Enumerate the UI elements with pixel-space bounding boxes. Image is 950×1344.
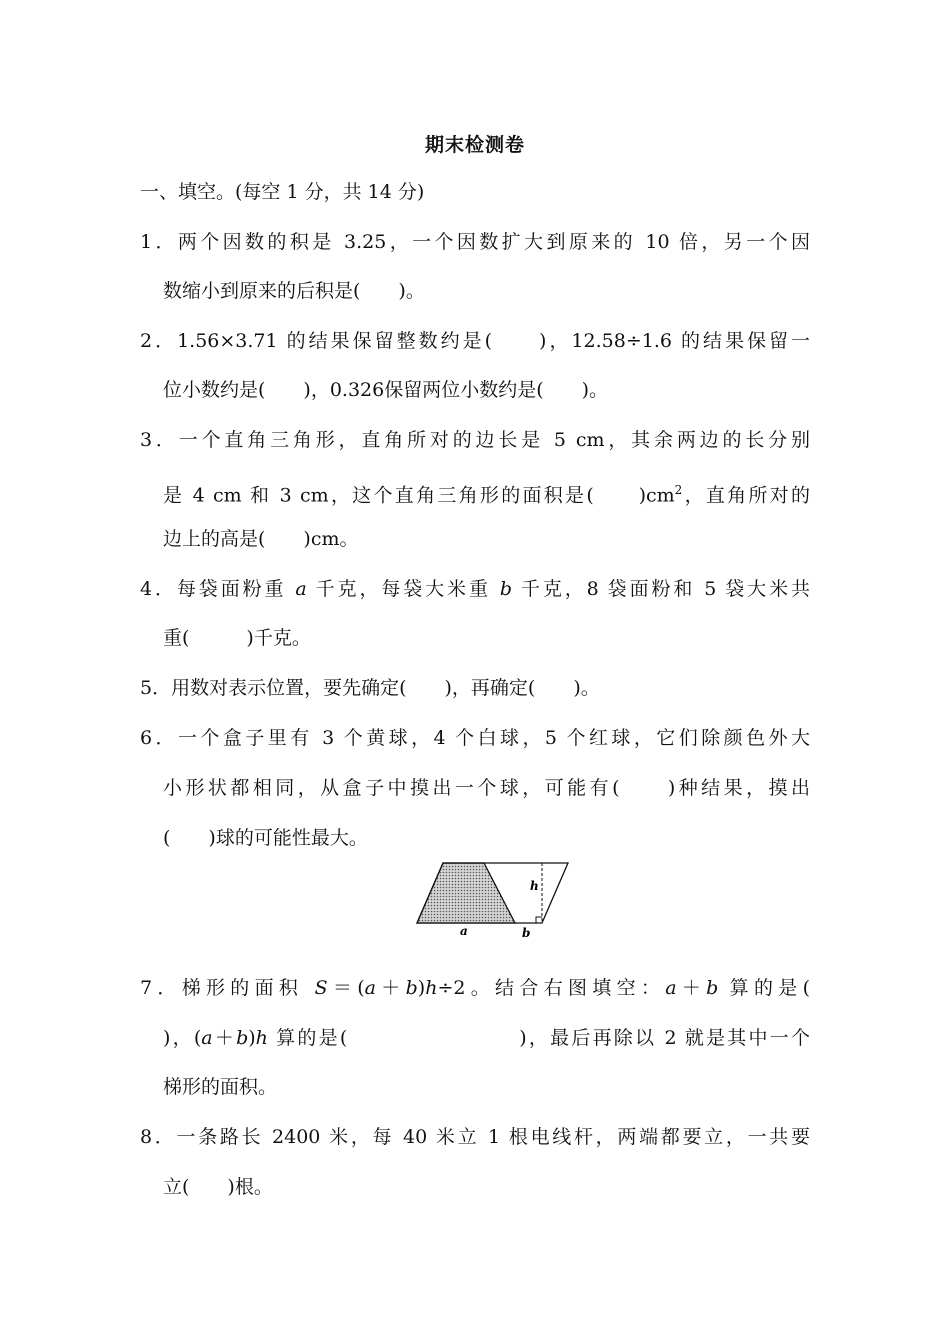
variable-a: a <box>295 578 307 600</box>
right-angle-mark <box>536 917 542 923</box>
superscript: 2 <box>674 483 683 497</box>
question-2-line-2: 位小数约是( )，0.326保留两位小数约是( )。 <box>163 379 609 401</box>
question-3-line-3: 边上的高是( )cm。 <box>163 528 359 550</box>
label-a: a <box>460 924 468 938</box>
question-7-line-1: 7．梯形的面积 S＝(a＋b)h÷2。结合右图填空：a＋b 算的是( <box>140 977 810 999</box>
shaded-trapezoid <box>417 863 515 923</box>
variable-h: h <box>255 1027 268 1049</box>
label-b: b <box>522 926 531 940</box>
variable-b: b <box>236 1027 249 1049</box>
variable-a: a <box>201 1027 213 1049</box>
question-6-line-2: 小形状都相同，从盒子中摸出一个球，可能有( )种结果，摸出 <box>163 777 810 799</box>
question-7-line-2: )，(a＋b)h 算的是( )，最后再除以 2 就是其中一个 <box>163 1027 810 1049</box>
question-8-line-1: 8．一条路长 2400 米，每 40 米立 1 根电线杆，两端都要立，一共要 <box>140 1126 810 1148</box>
variable-b: b <box>405 977 418 999</box>
variable-a: a <box>364 977 376 999</box>
question-4-line-2: 重( )千克。 <box>163 627 311 649</box>
question-2-line-1: 2．1.56×3.71 的结果保留整数约是( )，12.58÷1.6 的结果保留一 <box>140 330 810 352</box>
question-1-line-1: 1．两个因数的积是 3.25，一个因数扩大到原来的 10 倍，另一个因 <box>140 231 810 253</box>
question-7-line-3: 梯形的面积。 <box>163 1076 278 1098</box>
trapezoid-figure <box>412 856 574 942</box>
question-5-line-1: 5．用数对表示位置，要先确定( )，再确定( )。 <box>140 677 600 699</box>
variable-a: a <box>665 977 677 999</box>
page-title: 期末检测卷 <box>424 134 525 156</box>
section-heading: 一、填空。(每空 1 分，共 14 分) <box>140 181 425 203</box>
question-6-line-1: 6．一个盒子里有 3 个黄球，4 个白球，5 个红球，它们除颜色外大 <box>140 727 810 749</box>
variable-b: b <box>706 977 719 999</box>
label-h: h <box>530 879 539 893</box>
question-3-line-2: 是 4 cm 和 3 cm，这个直角三角形的面积是( )$cm^2$，直角所对的 <box>163 483 810 507</box>
variable-h: h <box>425 977 438 999</box>
question-6-line-3: ( )球的可能性最大。 <box>163 827 368 849</box>
question-8-line-2: 立( )根。 <box>163 1176 273 1198</box>
variable-b: b <box>499 578 512 600</box>
variable-S: S <box>314 977 328 999</box>
question-3-line-1: 3．一个直角三角形，直角所对的边长是 5 cm，其余两边的长分别 <box>140 429 810 451</box>
question-4-line-1: 4．每袋面粉重 a 千克，每袋大米重 b 千克，8 袋面粉和 5 袋大米共 <box>140 578 810 600</box>
question-1-line-2: 数缩小到原来的后积是( )。 <box>163 280 425 302</box>
